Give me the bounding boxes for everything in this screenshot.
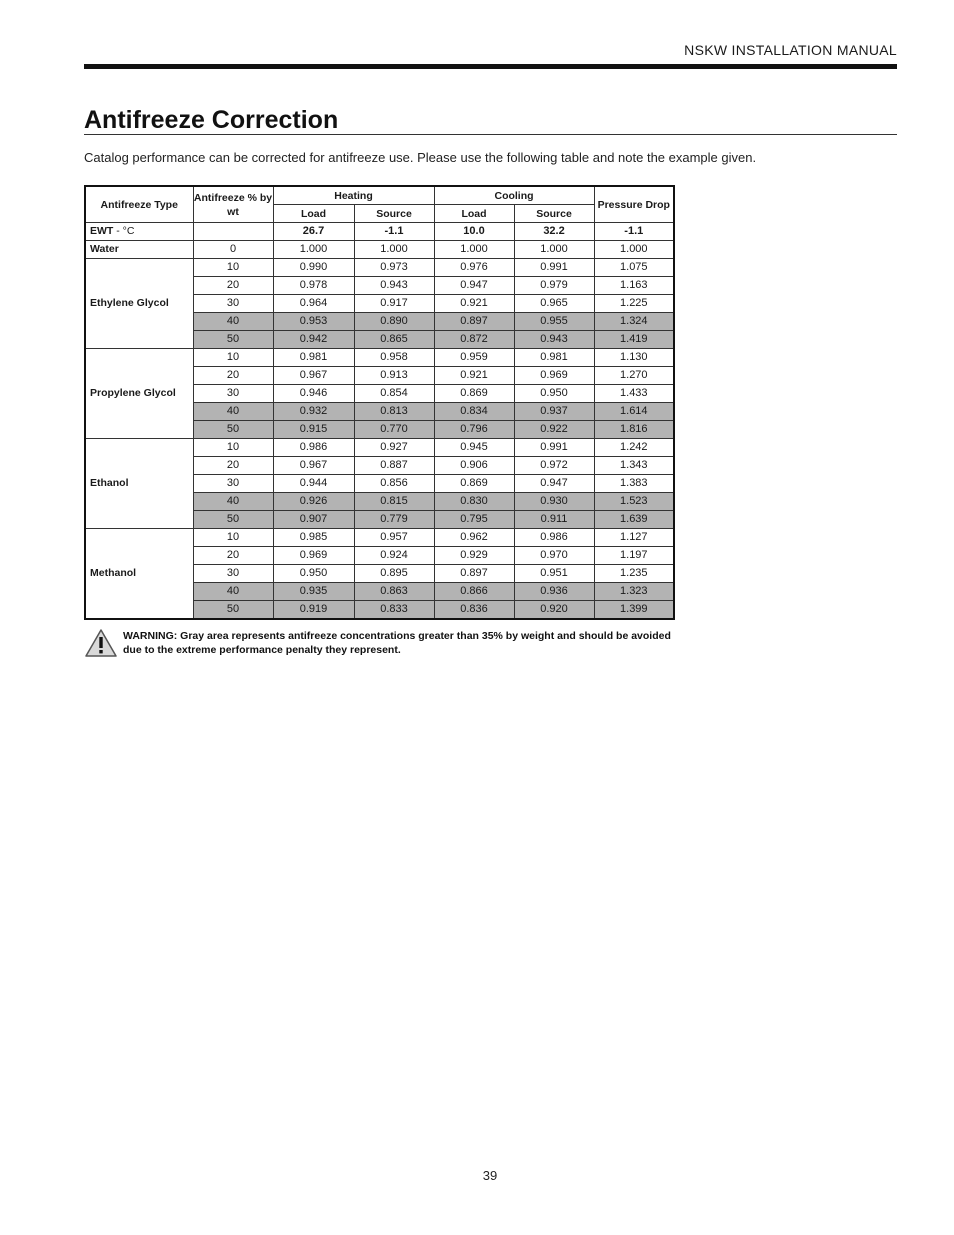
heating-source-cell: 0.917 xyxy=(354,295,434,313)
heating-source-cell: 0.890 xyxy=(354,313,434,331)
cooling-source-cell: 0.965 xyxy=(514,295,594,313)
water-cooling-source: 1.000 xyxy=(514,241,594,259)
cooling-load-cell: 0.869 xyxy=(434,385,514,403)
pressure-drop-cell: 1.614 xyxy=(594,403,674,421)
heating-source-cell: 0.813 xyxy=(354,403,434,421)
ewt-heating-source: -1.1 xyxy=(354,223,434,241)
water-heating-source: 1.000 xyxy=(354,241,434,259)
pressure-drop-cell: 1.127 xyxy=(594,529,674,547)
cooling-source-cell: 0.979 xyxy=(514,277,594,295)
heating-load-cell: 0.926 xyxy=(273,493,354,511)
heating-source-cell: 0.895 xyxy=(354,565,434,583)
heating-load-cell: 0.919 xyxy=(273,601,354,620)
cooling-load-cell: 0.906 xyxy=(434,457,514,475)
cooling-source-cell: 0.950 xyxy=(514,385,594,403)
heating-source-cell: 0.943 xyxy=(354,277,434,295)
percent-cell: 20 xyxy=(193,367,273,385)
ewt-label: EWT xyxy=(90,225,114,237)
percent-cell: 40 xyxy=(193,583,273,601)
percent-cell: 30 xyxy=(193,475,273,493)
percent-cell: 50 xyxy=(193,331,273,349)
cooling-load-cell: 0.897 xyxy=(434,565,514,583)
water-heating-load: 1.000 xyxy=(273,241,354,259)
table-row xyxy=(85,529,674,547)
header-rule xyxy=(84,64,897,69)
water-label: Water xyxy=(85,241,193,259)
heating-load-cell: 0.981 xyxy=(273,349,354,367)
cooling-load-cell: 0.869 xyxy=(434,475,514,493)
percent-cell: 50 xyxy=(193,601,273,620)
percent-cell: 10 xyxy=(193,439,273,457)
percent-cell: 10 xyxy=(193,349,273,367)
heating-source-cell: 0.815 xyxy=(354,493,434,511)
heating-source-cell: 0.973 xyxy=(354,259,434,277)
page-number: 39 xyxy=(482,1168,498,1183)
manual-title: NSKW INSTALLATION MANUAL xyxy=(684,42,897,58)
percent-cell: 30 xyxy=(193,565,273,583)
cooling-source-cell: 0.930 xyxy=(514,493,594,511)
heating-load-cell: 0.964 xyxy=(273,295,354,313)
water-percent: 0 xyxy=(193,241,273,259)
pressure-drop-cell: 1.399 xyxy=(594,601,674,620)
ewt-heating-load: 26.7 xyxy=(273,223,354,241)
pressure-drop-cell: 1.270 xyxy=(594,367,674,385)
ewt-cooling-source: 32.2 xyxy=(514,223,594,241)
heating-load-cell: 0.986 xyxy=(273,439,354,457)
cooling-source-cell: 0.943 xyxy=(514,331,594,349)
cooling-load-cell: 0.962 xyxy=(434,529,514,547)
cooling-load-cell: 0.959 xyxy=(434,349,514,367)
warning-triangle-icon xyxy=(84,628,118,658)
cooling-source-cell: 0.937 xyxy=(514,403,594,421)
cooling-load-cell: 0.976 xyxy=(434,259,514,277)
percent-cell: 20 xyxy=(193,547,273,565)
ewt-cooling-load: 10.0 xyxy=(434,223,514,241)
cooling-source-cell: 0.991 xyxy=(514,439,594,457)
heating-load-cell: 0.944 xyxy=(273,475,354,493)
antifreeze-type-label: Ethanol xyxy=(85,439,193,529)
antifreeze-type-label: Methanol xyxy=(85,529,193,620)
pressure-drop-cell: 1.197 xyxy=(594,547,674,565)
heating-load-cell: 0.935 xyxy=(273,583,354,601)
percent-cell: 10 xyxy=(193,529,273,547)
header-antifreeze-type: Antifreeze Type xyxy=(85,186,193,223)
cooling-load-cell: 0.921 xyxy=(434,367,514,385)
heating-source-cell: 0.887 xyxy=(354,457,434,475)
cooling-load-cell: 0.830 xyxy=(434,493,514,511)
cooling-load-cell: 0.872 xyxy=(434,331,514,349)
pressure-drop-cell: 1.343 xyxy=(594,457,674,475)
pressure-drop-cell: 1.225 xyxy=(594,295,674,313)
ewt-row xyxy=(85,223,674,241)
percent-cell: 40 xyxy=(193,493,273,511)
header-cooling-load: Load xyxy=(434,205,514,223)
antifreeze-type-label: Ethylene Glycol xyxy=(85,259,193,349)
ewt-pressure-drop: -1.1 xyxy=(594,223,674,241)
cooling-load-cell: 0.929 xyxy=(434,547,514,565)
cooling-source-cell: 0.972 xyxy=(514,457,594,475)
heating-source-cell: 0.770 xyxy=(354,421,434,439)
header-heating-source: Source xyxy=(354,205,434,223)
cooling-source-cell: 0.991 xyxy=(514,259,594,277)
page-title: Antifreeze Correction xyxy=(84,106,339,134)
heating-source-cell: 0.856 xyxy=(354,475,434,493)
cooling-load-cell: 0.945 xyxy=(434,439,514,457)
pressure-drop-cell: 1.639 xyxy=(594,511,674,529)
heating-load-cell: 0.967 xyxy=(273,457,354,475)
cooling-load-cell: 0.795 xyxy=(434,511,514,529)
header-cooling-source: Source xyxy=(514,205,594,223)
pressure-drop-cell: 1.383 xyxy=(594,475,674,493)
percent-cell: 50 xyxy=(193,511,273,529)
cooling-load-cell: 0.836 xyxy=(434,601,514,620)
heating-source-cell: 0.833 xyxy=(354,601,434,620)
pressure-drop-cell: 1.235 xyxy=(594,565,674,583)
cooling-source-cell: 0.936 xyxy=(514,583,594,601)
ewt-percent-cell xyxy=(193,223,273,241)
pressure-drop-cell: 1.323 xyxy=(594,583,674,601)
table-row xyxy=(85,439,674,457)
pressure-drop-cell: 1.130 xyxy=(594,349,674,367)
percent-cell: 40 xyxy=(193,313,273,331)
heating-source-cell: 0.958 xyxy=(354,349,434,367)
heating-source-cell: 0.863 xyxy=(354,583,434,601)
header-cooling: Cooling xyxy=(434,186,594,205)
table-row xyxy=(85,349,674,367)
cooling-load-cell: 0.947 xyxy=(434,277,514,295)
percent-cell: 20 xyxy=(193,457,273,475)
heating-load-cell: 0.969 xyxy=(273,547,354,565)
pressure-drop-cell: 1.433 xyxy=(594,385,674,403)
header-heating-load: Load xyxy=(273,205,354,223)
heating-source-cell: 0.957 xyxy=(354,529,434,547)
percent-cell: 30 xyxy=(193,295,273,313)
pressure-drop-cell: 1.816 xyxy=(594,421,674,439)
heating-load-cell: 0.932 xyxy=(273,403,354,421)
heating-load-cell: 0.907 xyxy=(273,511,354,529)
heating-source-cell: 0.924 xyxy=(354,547,434,565)
heating-load-cell: 0.915 xyxy=(273,421,354,439)
percent-cell: 20 xyxy=(193,277,273,295)
pressure-drop-cell: 1.163 xyxy=(594,277,674,295)
cooling-load-cell: 0.796 xyxy=(434,421,514,439)
pressure-drop-cell: 1.324 xyxy=(594,313,674,331)
cooling-load-cell: 0.897 xyxy=(434,313,514,331)
heating-source-cell: 0.854 xyxy=(354,385,434,403)
cooling-source-cell: 0.970 xyxy=(514,547,594,565)
antifreeze-type-label: Propylene Glycol xyxy=(85,349,193,439)
percent-cell: 10 xyxy=(193,259,273,277)
heating-load-cell: 0.990 xyxy=(273,259,354,277)
antifreeze-correction-table xyxy=(84,185,675,620)
percent-cell: 50 xyxy=(193,421,273,439)
cooling-source-cell: 0.920 xyxy=(514,601,594,620)
water-cooling-load: 1.000 xyxy=(434,241,514,259)
cooling-load-cell: 0.921 xyxy=(434,295,514,313)
pressure-drop-cell: 1.419 xyxy=(594,331,674,349)
cooling-source-cell: 0.951 xyxy=(514,565,594,583)
heating-load-cell: 0.978 xyxy=(273,277,354,295)
header-pressure-drop: Pressure Drop xyxy=(594,186,674,223)
title-rule xyxy=(84,134,897,135)
water-row xyxy=(85,241,674,259)
heating-source-cell: 0.927 xyxy=(354,439,434,457)
pressure-drop-cell: 1.242 xyxy=(594,439,674,457)
heating-source-cell: 0.913 xyxy=(354,367,434,385)
heating-load-cell: 0.985 xyxy=(273,529,354,547)
heating-load-cell: 0.967 xyxy=(273,367,354,385)
heating-load-cell: 0.953 xyxy=(273,313,354,331)
table-row xyxy=(85,259,674,277)
water-pressure-drop: 1.000 xyxy=(594,241,674,259)
cooling-source-cell: 0.955 xyxy=(514,313,594,331)
cooling-load-cell: 0.834 xyxy=(434,403,514,421)
cooling-source-cell: 0.986 xyxy=(514,529,594,547)
header-heating: Heating xyxy=(273,186,434,205)
pressure-drop-cell: 1.075 xyxy=(594,259,674,277)
percent-cell: 40 xyxy=(193,403,273,421)
cooling-source-cell: 0.922 xyxy=(514,421,594,439)
cooling-load-cell: 0.866 xyxy=(434,583,514,601)
percent-cell: 30 xyxy=(193,385,273,403)
heating-load-cell: 0.946 xyxy=(273,385,354,403)
warning-text: WARNING: Gray area represents antifreeze concentrations greater than 35% by weight and should be avoided due to the extreme performance penalty they represent. xyxy=(123,630,671,656)
cooling-source-cell: 0.911 xyxy=(514,511,594,529)
heating-source-cell: 0.865 xyxy=(354,331,434,349)
heating-source-cell: 0.779 xyxy=(354,511,434,529)
heating-load-cell: 0.950 xyxy=(273,565,354,583)
cooling-source-cell: 0.947 xyxy=(514,475,594,493)
table-body xyxy=(85,223,674,620)
heating-load-cell: 0.942 xyxy=(273,331,354,349)
pressure-drop-cell: 1.523 xyxy=(594,493,674,511)
cooling-source-cell: 0.969 xyxy=(514,367,594,385)
ewt-unit: - °C xyxy=(113,225,135,237)
header-antifreeze-percent: Antifreeze % by wt xyxy=(193,186,273,223)
ewt-label-cell xyxy=(85,223,193,241)
cooling-source-cell: 0.981 xyxy=(514,349,594,367)
intro-paragraph: Catalog performance can be corrected for antifreeze use. Please use the following table and note the example given. xyxy=(84,150,757,165)
